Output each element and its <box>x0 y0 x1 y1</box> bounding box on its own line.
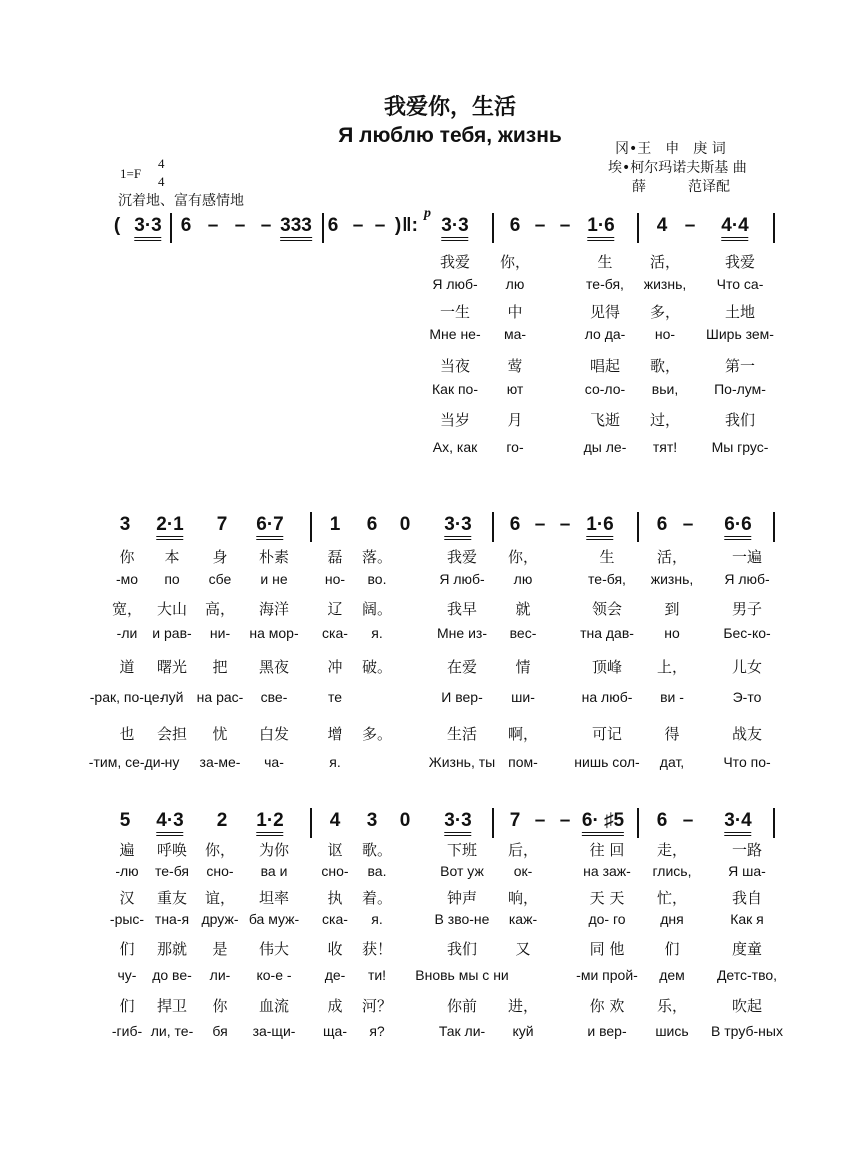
lyric-russian: вьи, <box>651 381 679 397</box>
barline <box>492 808 494 838</box>
note: 4·3 <box>156 810 183 836</box>
note: 1 <box>329 514 341 535</box>
lyric-russian: ва и <box>260 863 288 879</box>
note: 3·3 <box>134 215 161 241</box>
lyric-russian: ва. <box>367 863 387 879</box>
lyric-russian: Мне из- <box>437 625 487 641</box>
title-russian: Я люблю тебя, жизнь <box>338 124 562 147</box>
lyric-chinese: 高， <box>204 600 236 618</box>
lyric-russian: куй <box>512 1023 534 1039</box>
lyric-russian: но- <box>654 326 676 342</box>
note: 3 <box>366 810 378 831</box>
lyric-chinese: 白发 <box>258 725 290 743</box>
barline <box>773 213 775 243</box>
lyric-russian: Мне не- <box>429 326 481 342</box>
lyric-chinese: 我自 <box>731 889 763 907</box>
lyric-chinese: 落。 <box>361 548 393 566</box>
lyric-russian: вес- <box>509 625 537 641</box>
note: ( <box>113 215 121 236</box>
note: 4·4 <box>721 215 748 241</box>
key-signature: 1=F <box>120 166 142 181</box>
lyric-chinese: 忧 <box>212 725 228 743</box>
note: 6 <box>327 215 339 236</box>
lyric-russian: на мор- <box>249 625 299 641</box>
lyric-russian: Ах, как <box>432 439 478 455</box>
lyric-russian: я? <box>369 1023 385 1039</box>
lyric-russian: По-лум- <box>714 381 766 397</box>
lyric-russian: за-щи- <box>252 1023 296 1039</box>
lyric-chinese: 那就 <box>156 940 188 958</box>
lyric-chinese: 多， <box>649 303 681 321</box>
note: 3·3 <box>444 810 471 836</box>
note: 6 <box>509 514 521 535</box>
lyric-russian: В труб-ных <box>711 1023 783 1039</box>
lyric-russian: ви - <box>660 689 684 705</box>
dynamic-marking: p <box>424 206 431 221</box>
lyric-chinese: 阔。 <box>361 600 393 618</box>
note-extension-dash: – <box>559 810 571 831</box>
lyric-chinese: 啊， <box>507 725 539 743</box>
lyric-chinese: 讴 <box>327 841 343 859</box>
barline <box>773 512 775 542</box>
lyric-chinese: 莺 <box>507 357 523 375</box>
lyric-russian: ли, те- <box>150 1023 194 1039</box>
lyric-russian: -ли <box>116 625 138 641</box>
lyric-chinese: 们 <box>119 997 135 1015</box>
lyric-russian: ок- <box>513 863 533 879</box>
lyric-chinese: 血流 <box>258 997 290 1015</box>
lyric-chinese: 可记 <box>591 725 623 743</box>
barline <box>310 512 312 542</box>
lyric-chinese: 飞逝 <box>589 411 621 429</box>
lyric-russian: пом- <box>508 754 538 770</box>
lyric-chinese: 一路 <box>731 841 763 859</box>
lyric-chinese: 进， <box>507 997 539 1015</box>
note: 3 <box>119 514 131 535</box>
barline <box>773 808 775 838</box>
lyric-chinese: 你 欢 <box>589 997 625 1015</box>
lyric-chinese: 下班 <box>446 841 478 859</box>
lyric-russian: све- <box>260 689 288 705</box>
lyric-russian: Что по- <box>723 754 771 770</box>
lyric-russian: во. <box>367 571 387 587</box>
lyric-russian: И вер- <box>441 689 483 705</box>
note: 2·1 <box>156 514 183 540</box>
lyric-chinese: 上， <box>656 658 688 676</box>
lyric-russian: сбе <box>208 571 232 587</box>
lyric-russian: до- го <box>588 911 626 927</box>
lyric-russian: жизнь, <box>643 276 687 292</box>
lyric-chinese: 谊， <box>204 889 236 907</box>
lyric-chinese: 生 <box>599 548 615 566</box>
barline <box>322 213 324 243</box>
lyric-russian: я. <box>371 911 383 927</box>
barline <box>637 213 639 243</box>
lyric-russian: ска- <box>322 625 348 641</box>
lyric-chinese: 收 <box>327 940 343 958</box>
note: 6 <box>180 215 192 236</box>
lyric-russian: на рас- <box>196 689 244 705</box>
barline <box>637 512 639 542</box>
lyric-russian: Вновь мы с ни <box>415 967 509 983</box>
lyric-chinese: 破。 <box>361 658 393 676</box>
lyric-russian: но- <box>324 571 346 587</box>
lyric-chinese: 汉 <box>119 889 135 907</box>
lyric-chinese: 见得 <box>589 303 621 321</box>
lyric-russian: дем <box>659 967 685 983</box>
note: 3·3 <box>441 215 468 241</box>
lyric-russian: Ширь зем- <box>706 326 774 342</box>
tempo-marking: 沉着地、富有感情地 <box>118 193 244 209</box>
lyric-russian: за-ме- <box>199 754 241 770</box>
lyric-chinese: 一遍 <box>731 548 763 566</box>
lyric-russian: ща- <box>323 1023 347 1039</box>
lyric-russian: луй <box>160 689 184 705</box>
note: 3·4 <box>724 810 751 836</box>
lyric-chinese: 中 <box>507 303 523 321</box>
lyric-chinese: 男子 <box>731 600 763 618</box>
lyric-russian: дат, <box>659 754 685 770</box>
lyric-chinese: 活， <box>656 548 688 566</box>
lyric-russian: и рав- <box>152 625 192 641</box>
lyric-russian: ют <box>506 381 524 397</box>
lyric-russian: со-ло- <box>584 381 626 397</box>
lyric-russian: -гиб- <box>111 1023 143 1039</box>
lyric-russian: те-бя, <box>588 571 626 587</box>
lyric-chinese: 本 <box>164 548 180 566</box>
lyric-chinese: 捍卫 <box>156 997 188 1015</box>
lyric-russian: до ве- <box>152 967 192 983</box>
lyric-chinese: 钟声 <box>446 889 478 907</box>
note: 333 <box>280 215 312 241</box>
lyric-chinese: 我爱 <box>446 548 478 566</box>
lyric-chinese: 呼唤 <box>156 841 188 859</box>
lyric-chinese: 唱起 <box>589 357 621 375</box>
note-extension-dash: – <box>534 514 546 535</box>
lyric-chinese: 往 回 <box>589 841 625 859</box>
note: 4 <box>329 810 341 831</box>
lyric-russian: ни- <box>209 625 231 641</box>
lyric-chinese: 我们 <box>446 940 478 958</box>
lyric-russian: шись <box>655 1023 689 1039</box>
lyric-chinese: 黑夜 <box>258 658 290 676</box>
lyric-russian: Вот уж <box>440 863 484 879</box>
lyric-chinese: 情 <box>515 658 531 676</box>
lyric-russian: глись, <box>652 863 692 879</box>
lyric-chinese: 当岁 <box>439 411 471 429</box>
lyric-russian: нишь сол- <box>574 754 640 770</box>
lyric-chinese: 第一 <box>724 357 756 375</box>
note-extension-dash: – <box>534 215 546 236</box>
lyric-russian: на заж- <box>583 863 631 879</box>
lyric-russian: ли- <box>209 967 231 983</box>
lyric-chinese: 在爱 <box>446 658 478 676</box>
lyric-russian: лю <box>505 276 525 292</box>
lyric-chinese: 执 <box>327 889 343 907</box>
lyric-russian: Я люб- <box>439 571 485 587</box>
time-signature-top: 4 <box>158 156 165 171</box>
lyric-russian: лю <box>513 571 533 587</box>
lyric-chinese: 战友 <box>731 725 763 743</box>
lyric-chinese: 当夜 <box>439 357 471 375</box>
lyric-chinese: 歌， <box>649 357 681 375</box>
lyric-russian: Как я <box>730 911 764 927</box>
lyric-chinese: 是 <box>212 940 228 958</box>
lyric-chinese: 我爱 <box>439 253 471 271</box>
lyric-chinese: 歌。 <box>361 841 393 859</box>
note: 6 <box>509 215 521 236</box>
lyric-chinese: 走， <box>656 841 688 859</box>
lyric-chinese: 得 <box>664 725 680 743</box>
barline <box>310 808 312 838</box>
lyric-russian: сно- <box>206 863 234 879</box>
lyric-russian: я. <box>329 754 341 770</box>
lyric-chinese: 领会 <box>591 600 623 618</box>
note-extension-dash: – <box>682 810 694 831</box>
lyric-russian: тна дав- <box>580 625 634 641</box>
time-signature-bottom: 4 <box>158 174 165 189</box>
lyric-chinese: 伟大 <box>258 940 290 958</box>
lyric-chinese: 一生 <box>439 303 471 321</box>
lyric-russian: де- <box>324 967 346 983</box>
note: 6·7 <box>256 514 283 540</box>
lyric-russian: те <box>327 689 343 705</box>
note: 0 <box>399 514 411 535</box>
lyric-chinese: 度童 <box>731 940 763 958</box>
lyric-chinese: 曙光 <box>156 658 188 676</box>
note-extension-dash: – <box>207 215 219 236</box>
note-extension-dash: – <box>559 514 571 535</box>
lyric-russian: ну <box>164 754 180 770</box>
lyric-russian: Бес-ко- <box>723 625 771 641</box>
lyric-russian: ма- <box>503 326 527 342</box>
lyric-russian: по <box>164 571 180 587</box>
lyric-chinese: 天 天 <box>589 889 625 907</box>
lyric-russian: дня <box>660 911 684 927</box>
lyric-russian: -рак, по-це- <box>89 689 165 705</box>
lyric-russian: -ми прой- <box>576 967 638 983</box>
lyric-chinese: 把 <box>212 658 228 676</box>
note-extension-dash: – <box>684 215 696 236</box>
note: 0 <box>399 810 411 831</box>
note: 1·2 <box>256 810 283 836</box>
title-chinese: 我爱你，生活 <box>383 94 516 120</box>
barline <box>492 213 494 243</box>
lyric-russian: ча- <box>264 754 284 770</box>
note: 1·6 <box>586 514 613 540</box>
lyric-chinese: 着。 <box>361 889 393 907</box>
lyric-chinese: 河？ <box>361 997 393 1015</box>
note-extension-dash: – <box>374 215 386 236</box>
lyric-chinese: 你前 <box>446 997 478 1015</box>
barline <box>492 512 494 542</box>
lyric-chinese: 你， <box>507 548 539 566</box>
lyric-chinese: 冲 <box>327 658 343 676</box>
lyric-russian: тят! <box>652 439 678 455</box>
lyric-russian: -рыс- <box>109 911 145 927</box>
note: 7 <box>216 514 228 535</box>
note-extension-dash: – <box>559 215 571 236</box>
lyric-chinese: 也 <box>119 725 135 743</box>
lyric-russian: бя <box>212 1023 228 1039</box>
lyric-russian: Я люб- <box>432 276 478 292</box>
lyric-russian: сно- <box>321 863 349 879</box>
note: 3·3 <box>444 514 471 540</box>
credit-composer: 埃•柯尔玛诺夫斯基 曲 <box>608 160 747 176</box>
lyric-russian: го- <box>506 439 524 455</box>
note: 4 <box>656 215 668 236</box>
lyric-chinese: 儿女 <box>731 658 763 676</box>
lyric-chinese: 们 <box>664 940 680 958</box>
lyric-russian: ко-е - <box>256 967 292 983</box>
note: 1·6 <box>587 215 614 241</box>
lyric-chinese: 就 <box>515 600 531 618</box>
note: 6· ♯5 <box>582 810 624 836</box>
lyric-chinese: 后， <box>507 841 539 859</box>
note: 5 <box>119 810 131 831</box>
lyric-russian: на люб- <box>581 689 633 705</box>
lyric-russian: и не <box>260 571 288 587</box>
credit-translator: 薛 范译配 <box>632 179 730 195</box>
lyric-chinese: 乐， <box>656 997 688 1015</box>
lyric-russian: Жизнь, ты <box>428 754 496 770</box>
lyric-russian: ды ле- <box>583 439 627 455</box>
lyric-chinese: 你 <box>119 548 135 566</box>
lyric-chinese: 你 <box>212 997 228 1015</box>
lyric-chinese: 你， <box>204 841 236 859</box>
lyric-russian: ши- <box>511 689 535 705</box>
lyric-chinese: 到 <box>664 600 680 618</box>
lyric-russian: друж- <box>201 911 239 927</box>
note-extension-dash: – <box>234 215 246 236</box>
lyric-chinese: 们 <box>119 940 135 958</box>
lyric-russian: те-бя, <box>586 276 624 292</box>
lyric-russian: -мо <box>115 571 139 587</box>
lyric-russian: Я ша- <box>728 863 766 879</box>
lyric-chinese: 我早 <box>446 600 478 618</box>
lyric-russian: Мы грус- <box>711 439 769 455</box>
note: 2 <box>216 810 228 831</box>
lyric-chinese: 我爱 <box>724 253 756 271</box>
lyric-russian: тна-я <box>154 911 190 927</box>
lyric-russian: Э-то <box>732 689 762 705</box>
note: 6 <box>366 514 378 535</box>
lyric-russian: ло да- <box>584 326 626 342</box>
lyric-russian: Детс-тво, <box>716 967 778 983</box>
note-extension-dash: – <box>260 215 272 236</box>
note-extension-dash: – <box>352 215 364 236</box>
lyric-chinese: 为你 <box>258 841 290 859</box>
lyric-chinese: 又 <box>515 940 531 958</box>
credit-lyricist: 冈•王 申 庚 词 <box>615 141 726 157</box>
lyric-chinese: 会担 <box>156 725 188 743</box>
lyric-russian: В зво-не <box>434 911 490 927</box>
lyric-chinese: 重友 <box>156 889 188 907</box>
lyric-chinese: 身 <box>212 548 228 566</box>
lyric-chinese: 获！ <box>361 940 393 958</box>
note: 6 <box>656 514 668 535</box>
note-extension-dash: – <box>534 810 546 831</box>
note: 6·6 <box>724 514 751 540</box>
lyric-russian: чу- <box>117 967 137 983</box>
lyric-chinese: 宽， <box>111 600 143 618</box>
lyric-chinese: 磊 <box>327 548 343 566</box>
lyric-chinese: 土地 <box>724 303 756 321</box>
lyric-russian: Я люб- <box>724 571 770 587</box>
lyric-russian: каж- <box>508 911 538 927</box>
note: ‖: <box>402 215 418 236</box>
barline <box>170 213 172 243</box>
lyric-russian: -лю <box>115 863 139 879</box>
lyric-russian: Как по- <box>432 381 478 397</box>
lyric-russian: я. <box>371 625 383 641</box>
lyric-chinese: 生 <box>597 253 613 271</box>
lyric-chinese: 月 <box>507 411 523 429</box>
lyric-chinese: 过， <box>649 411 681 429</box>
lyric-chinese: 响， <box>507 889 539 907</box>
lyric-russian: -тим, се-ди- <box>88 754 166 770</box>
lyric-russian: жизнь, <box>650 571 694 587</box>
note-extension-dash: – <box>682 514 694 535</box>
lyric-russian: ска- <box>322 911 348 927</box>
lyric-chinese: 同 他 <box>589 940 625 958</box>
lyric-chinese: 忙， <box>656 889 688 907</box>
lyric-chinese: 生活 <box>446 725 478 743</box>
lyric-russian: Так ли- <box>438 1023 486 1039</box>
lyric-chinese: 朴素 <box>258 548 290 566</box>
lyric-chinese: 顶峰 <box>591 658 623 676</box>
lyric-russian: но <box>664 625 680 641</box>
lyric-chinese: 大山 <box>156 600 188 618</box>
lyric-russian: Что са- <box>716 276 764 292</box>
lyric-russian: ти! <box>367 967 387 983</box>
lyric-chinese: 遍 <box>119 841 135 859</box>
lyric-russian: те-бя <box>155 863 189 879</box>
barline <box>637 808 639 838</box>
lyric-chinese: 海洋 <box>258 600 290 618</box>
lyric-russian: ба муж- <box>248 911 300 927</box>
lyric-chinese: 坦率 <box>258 889 290 907</box>
lyric-russian: и вер- <box>587 1023 627 1039</box>
lyric-chinese: 增 <box>327 725 343 743</box>
lyric-chinese: 我们 <box>724 411 756 429</box>
lyric-chinese: 道 <box>119 658 135 676</box>
note: 7 <box>509 810 521 831</box>
note: 6 <box>656 810 668 831</box>
lyric-chinese: 你， <box>499 253 531 271</box>
lyric-chinese: 成 <box>327 997 343 1015</box>
lyric-chinese: 多。 <box>361 725 393 743</box>
lyric-chinese: 吹起 <box>731 997 763 1015</box>
lyric-chinese: 活， <box>649 253 681 271</box>
note: ) <box>394 215 402 236</box>
lyric-chinese: 辽 <box>327 600 343 618</box>
